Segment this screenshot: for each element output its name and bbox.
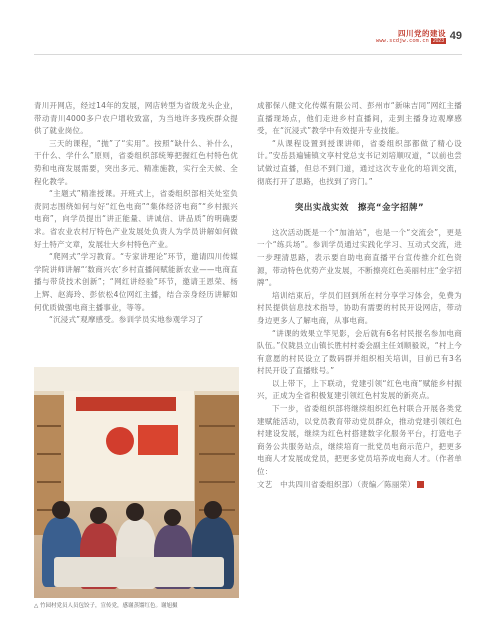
header-divider [34, 54, 462, 55]
paragraph: “从课程设置到授课讲师，省委组织部都做了精心设计。”安岳县遍铺镇文享村党总支书记刘培顺叹道，“以前也尝试做过直播，但总不到门道，通过这次专业化的培训交流，彻底打开了思路，也找到了窍门。” [257, 138, 462, 186]
right-column [257, 100, 462, 491]
paragraph: 这次活动既是一个“加油站”，也是一个“交流会”，更是一个“练兵场”。参训学员通过实践化学习、互动式交流，进一步理清思路，表示要自助电商直播平台宣传推介红色资源，带动特色优势产业发展，不断擦亮红色美丽村庄“金字招牌”。 [257, 227, 462, 288]
photo-table [54, 557, 224, 587]
paragraph: “爬网式”学习教育。“专家讲理论”环节，邀请四川传媒学院讲师讲解“‘数商兴农’乡村直播间赋能新农业——电商直播与带货技术创新”；“网红讲经验”环节，邀请王恩荣、杨上辉、赵海玲、彭依松4位网红主播，结合亲身经历讲解如何优质做强电商主播事业，等等。 [34, 252, 238, 312]
byline-text: 文艺 中共四川省委组织部）（责编／陈丽荣） [257, 479, 415, 489]
article-photo [34, 367, 239, 598]
paragraph: 三天的课程，“抛”了“实用”。按照“缺什么、补什么，干什么、学什么”原则，省委组织部统筹把握红色村特色优势和电商发展需要，突出多元、精准施教，实行全天候、全程化教学。 [34, 138, 238, 186]
photo-caption [34, 602, 239, 610]
end-mark-icon [417, 481, 424, 488]
left-column [34, 100, 238, 327]
paragraph: 下一步，省委组织部将继续组织红色村联合开展各类党建赋能活动，以党员教育带动党员群众，推动党建引领红色村建设发展，继续为红色村搭建数字化服务平台，打造电子商务公共服务站点，继续培育一批党员电商示范户，把更多电商人才发展成党员，把更多党员培养成电商人才。（作者单位： [257, 404, 462, 477]
page-number: 49 [449, 30, 462, 42]
photo-person-head [164, 509, 181, 526]
red-flag-icon [138, 425, 178, 455]
photo-person-head [52, 501, 70, 519]
url-row [376, 38, 446, 44]
paragraph: “主题式”精准授课。开班式上，省委组织部相关处室负责同志围绕如何与好“红色电商”“集体经济电商”“乡村振兴电商”，向学员提出“讲正能量、讲诚信、讲品质”的明确要求。省农业农村厅特色产业发展处负责人为学员讲解如何做好土特产文章，发展壮大乡村特色产业。 [34, 189, 238, 249]
photo-person-head [204, 501, 222, 519]
photo-ceiling [34, 367, 239, 391]
paragraph: “讲课的效果立竿见影，会后就有6名村民报名参加电商队伍。”仪陇县立山镇长胜村村委会副主任刘顺毅说，“村上今有意愿的村民设立了数码群并组织相关培训，目前已有3名村民开设了直播账号。” [257, 328, 462, 376]
paragraph: “沉浸式”观摩感受。参训学员实地参观学习了 [49, 315, 204, 325]
party-emblem-icon [106, 427, 134, 455]
photo-person-head [90, 507, 107, 524]
byline [257, 479, 462, 492]
page-header [342, 28, 462, 54]
paragraph: 以上带下，上下联动，党建引领“红色电商”赋能乡村振兴，正成为全省积极复建引领红色村发展的新亮点。 [257, 378, 462, 401]
photo-red-banner [76, 397, 176, 411]
paragraph: 青川开网店，经过14年的发展，网店转型为省级龙头企业，带动青川4000多户农户增收致富，为当地许多残疾群众提供了就业岗位。 [34, 101, 238, 136]
website-url[interactable]: www.scdjw.com.cn [375, 38, 429, 44]
magazine-name: 四川党的建设 [398, 29, 446, 38]
photo-caption-text: △ 竹园村党员人员包饺子，宣传党，感谢蒸馏红色。谢旭摄 [34, 603, 178, 609]
year-badge: 2023 [432, 38, 444, 44]
section-heading: 突出实战实效 擦亮“金字招牌” [294, 203, 425, 214]
paragraph: 成都保八健文化传媒有限公司、彭州市“新味吉同”网红主播直播现场点，他们走进乡村直播间，走到主播身边观摩感受，在“沉浸式”教学中有效提升专业技能。 [257, 101, 462, 136]
paragraph: 培训结束后，学员们回到所在村分享学习体会，免费为村民提供信息技术指导，协助有需要的村民开设网店，带动身边更多人了解电商，从事电商。 [257, 290, 462, 325]
photo-person-head [126, 503, 144, 521]
